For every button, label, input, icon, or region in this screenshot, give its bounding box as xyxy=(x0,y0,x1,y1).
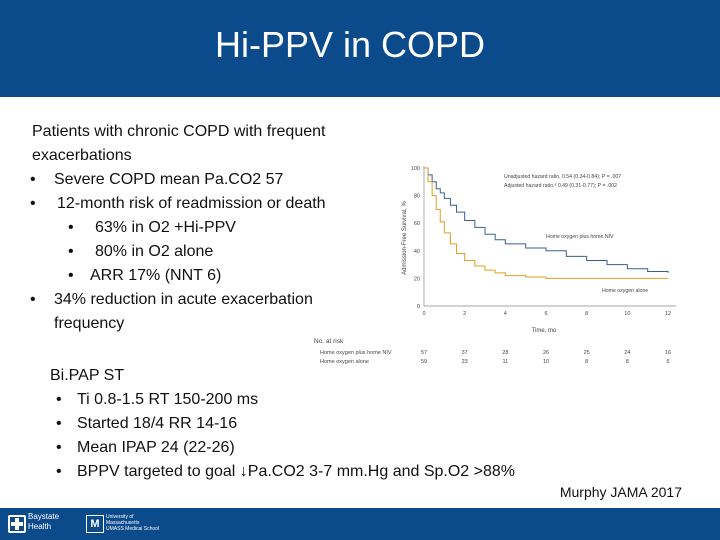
bipap-bullet-2-marker: • xyxy=(56,415,62,432)
x-tick-label: 0 xyxy=(422,311,426,317)
bipap-bullet-4-text: BPPV targeted to goal ↓Pa.CO2 3-7 mm.Hg and Sp.O2 >88% xyxy=(77,463,516,480)
x-ticks xyxy=(422,311,671,317)
bipap-bullet-1-marker: • xyxy=(56,391,62,408)
bullet-1-text: Severe COPD mean Pa.CO2 57 xyxy=(54,171,284,188)
x-tick-label: 6 xyxy=(544,311,548,317)
bullet-2b-text: 80% in O2 alone xyxy=(95,243,214,260)
y-tick-label: 80 xyxy=(413,193,420,200)
bullet-1-marker: • xyxy=(30,171,36,188)
bullet-2-text: 12-month risk of readmission or death xyxy=(57,195,326,212)
bipap-bullet-1-text: Ti 0.8-1.5 RT 150-200 ms xyxy=(77,391,259,408)
at-risk-value: 57 xyxy=(420,350,428,356)
annotation-unadjusted: Unadjusted hazard ratio, 0.54 (0.34-0.84); P = .007 xyxy=(504,174,622,180)
series-label-oxygen: Home oxygen alone xyxy=(602,288,649,294)
x-tick-label: 12 xyxy=(664,311,672,317)
at-risk-value: 59 xyxy=(420,359,428,365)
y-tick-label: 0 xyxy=(416,304,420,310)
at-risk-value: 24 xyxy=(624,350,631,356)
y-tick-label: 20 xyxy=(413,276,420,283)
at-risk-value: 26 xyxy=(542,350,550,356)
at-risk-values xyxy=(421,350,671,365)
at-risk-table xyxy=(312,335,686,371)
umass-logo xyxy=(86,512,160,536)
at-risk-row-label-1: Home oxygen plus home NIV xyxy=(320,350,392,356)
bullet-2c-marker: • xyxy=(68,267,74,284)
at-risk-value: 8 xyxy=(625,359,629,365)
x-tick-label: 2 xyxy=(463,311,467,317)
chart-xlabel: Time, mo xyxy=(531,328,557,334)
baystate-cross-icon xyxy=(8,515,26,533)
x-tick-label: 8 xyxy=(585,311,589,317)
bipap-heading: Bi.PAP ST xyxy=(50,367,125,384)
at-risk-value: 10 xyxy=(542,359,550,365)
y-tick-label: 60 xyxy=(413,221,420,228)
bullet-3-marker: • xyxy=(30,291,36,308)
baystate-logo-text: Baystate Health xyxy=(28,512,60,531)
intro-line-1: Patients with chronic COPD with frequent xyxy=(32,123,326,140)
y-ticks xyxy=(411,166,420,310)
at-risk-row-label-2: Home oxygen alone xyxy=(320,359,369,365)
bullet-2-marker: • xyxy=(30,195,36,212)
baystate-health-logo xyxy=(8,512,73,536)
at-risk-value: 8 xyxy=(585,359,589,365)
bullet-2a-text: 63% in O2 +Hi-PPV xyxy=(95,219,236,236)
footer-bar xyxy=(0,508,720,540)
at-risk-value: 16 xyxy=(664,350,672,356)
umass-logo-mark: M xyxy=(86,515,104,533)
y-tick-label: 100 xyxy=(410,166,420,172)
at-risk-value: 37 xyxy=(461,350,468,356)
bullet-2c-text: ARR 17% (NNT 6) xyxy=(90,267,222,284)
intro-line-2: exacerbations xyxy=(32,147,132,164)
bipap-bullet-2-text: Started 18/4 RR 14-16 xyxy=(77,415,238,432)
annotation-adjusted: Adjusted hazard ratio,ᵃ 0.49 (0.31-0.77); P = .002 xyxy=(504,183,618,189)
bipap-bullet-4-marker: • xyxy=(56,463,62,480)
umass-logo-text: University of Massachusetts UMASS Medical School xyxy=(106,514,160,532)
x-tick-label: 4 xyxy=(503,311,507,317)
series-label-niv: Home oxygen plus home NIV xyxy=(546,234,614,240)
at-risk-value: 6 xyxy=(666,359,670,365)
at-risk-value: 25 xyxy=(583,350,590,356)
y-tick-label: 40 xyxy=(413,248,420,255)
bullet-2b-marker: • xyxy=(68,243,74,260)
at-risk-value: 11 xyxy=(502,359,509,365)
at-risk-heading: No. at risk xyxy=(314,338,344,345)
citation: Murphy JAMA 2017 xyxy=(559,484,682,500)
chart-ylabel: Admission-Free Survival, % xyxy=(402,201,408,275)
at-risk-value: 23 xyxy=(461,359,468,365)
bullet-2a-marker: • xyxy=(68,219,74,236)
x-tick-label: 10 xyxy=(624,311,631,317)
bipap-bullet-3-text: Mean IPAP 24 (22-26) xyxy=(77,439,235,456)
at-risk-value: 28 xyxy=(502,350,509,356)
bipap-bullet-3-marker: • xyxy=(56,439,62,456)
bullet-3-text-line-1: 34% reduction in acute exacerbation xyxy=(54,291,313,308)
slide-title: Hi-PPV in COPD xyxy=(214,24,486,65)
bullet-3-text-line-2: frequency xyxy=(54,315,125,332)
